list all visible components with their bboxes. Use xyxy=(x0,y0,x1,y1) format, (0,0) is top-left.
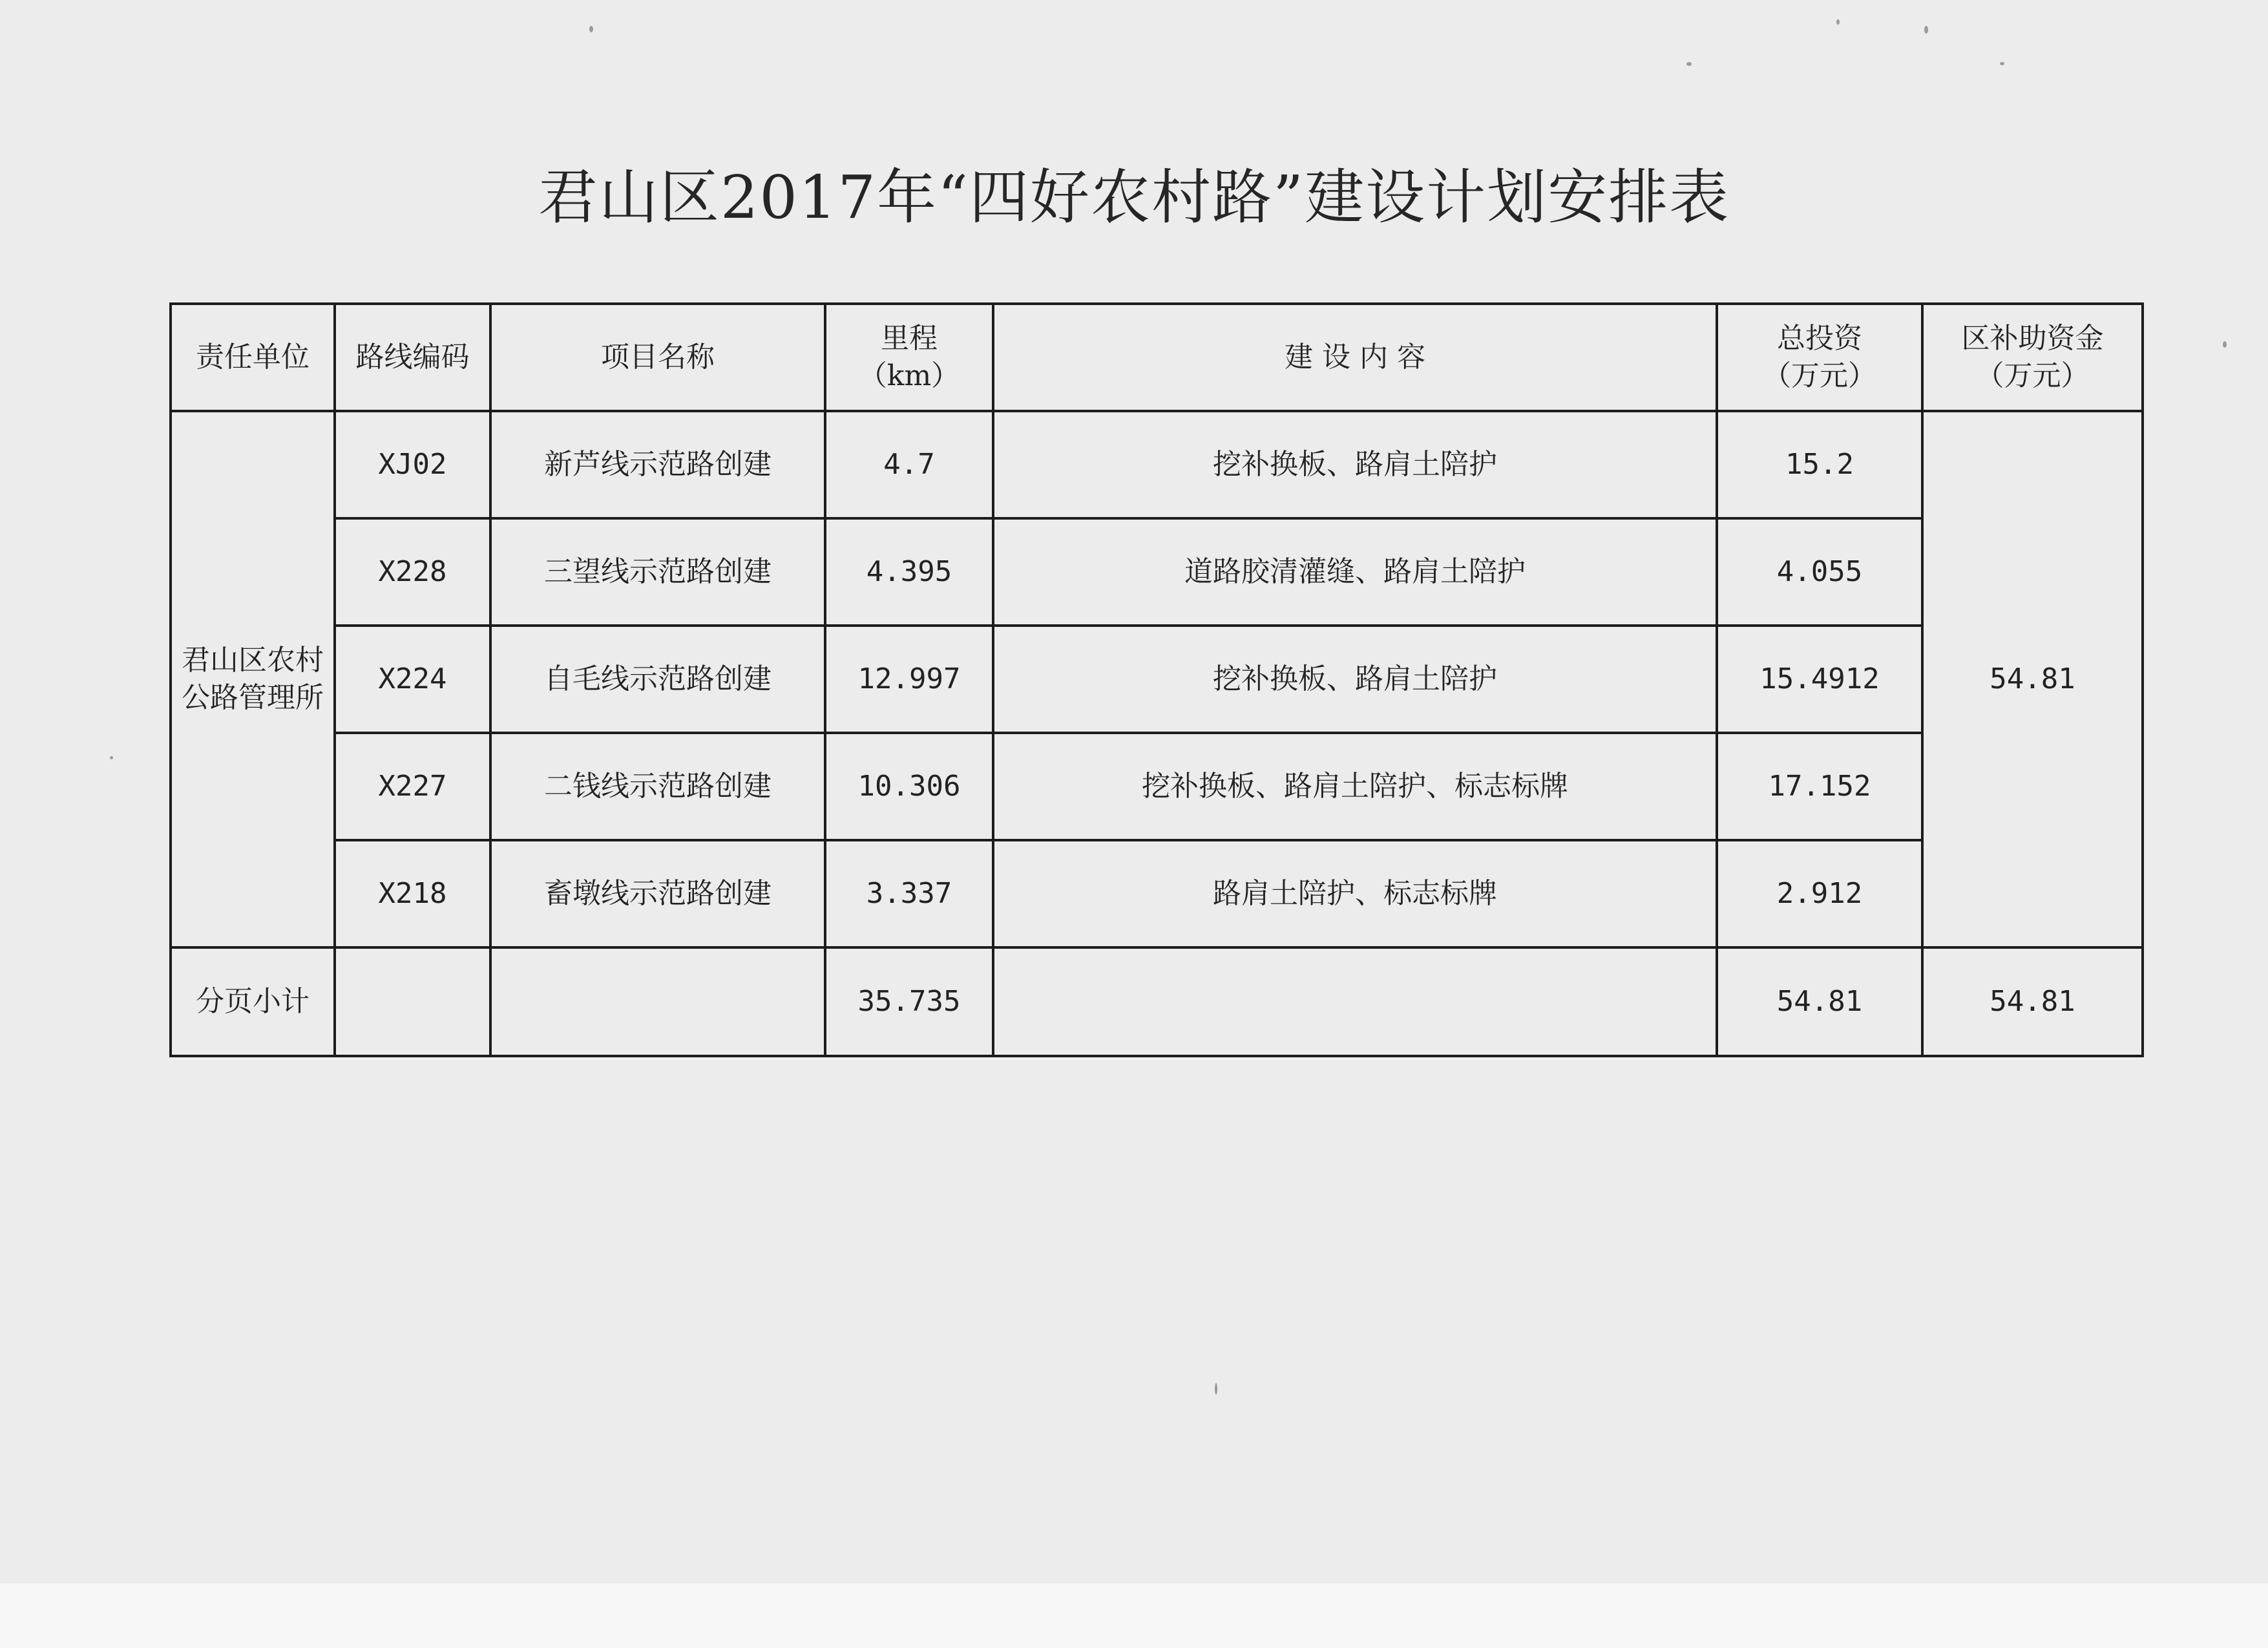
scan-speck xyxy=(2000,62,2004,65)
table-header-row xyxy=(171,304,2143,411)
project-name-cell: 新芦线示范路创建 xyxy=(490,411,825,518)
table-row xyxy=(171,518,2143,626)
route-code-cell: X227 xyxy=(335,733,490,840)
responsible-unit-line1: 君山区农村 xyxy=(182,644,324,677)
scan-speck xyxy=(1215,1383,1217,1395)
scan-speck xyxy=(110,756,113,759)
header-subsidy-unit: （万元） xyxy=(1975,359,2090,392)
scan-speck xyxy=(1836,19,1840,25)
header-subsidy xyxy=(1922,304,2143,411)
subtotal-label: 分页小计 xyxy=(171,947,335,1056)
mileage-cell: 4.7 xyxy=(825,411,993,518)
header-mileage-label: 里程 xyxy=(881,322,938,355)
table-row xyxy=(171,411,2143,518)
scan-speck xyxy=(1686,62,1692,66)
responsible-unit-cell xyxy=(171,411,335,947)
header-mileage-unit: （km） xyxy=(858,359,960,392)
mileage-cell: 12.997 xyxy=(825,626,993,733)
scan-speck xyxy=(589,26,593,32)
document-title: 君山区2017年“四好农村路”建设计划安排表 xyxy=(538,163,1730,232)
scan-speck xyxy=(1924,26,1928,34)
content-cell: 挖补换板、路肩土陪护 xyxy=(993,411,1717,518)
header-route-code: 路线编码 xyxy=(335,304,490,411)
investment-cell: 17.152 xyxy=(1717,733,1922,840)
header-content: 建 设 内 容 xyxy=(993,304,1717,411)
project-name-cell: 三望线示范路创建 xyxy=(490,518,825,626)
table-row xyxy=(171,840,2143,947)
scan-speck xyxy=(2223,341,2227,348)
scan-margin xyxy=(0,1583,2268,1648)
investment-cell: 4.055 xyxy=(1717,518,1922,626)
content-cell: 路肩土陪护、标志标牌 xyxy=(993,840,1717,947)
table-row xyxy=(171,626,2143,733)
mileage-cell: 3.337 xyxy=(825,840,993,947)
investment-cell: 15.2 xyxy=(1717,411,1922,518)
header-project-name: 项目名称 xyxy=(490,304,825,411)
content-cell: 挖补换板、路肩土陪护 xyxy=(993,626,1717,733)
subtotal-mileage: 35.735 xyxy=(825,947,993,1056)
subtotal-subsidy: 54.81 xyxy=(1922,947,2143,1056)
table-row xyxy=(171,733,2143,840)
content-cell: 挖补换板、路肩土陪护、标志标牌 xyxy=(993,733,1717,840)
mileage-cell: 4.395 xyxy=(825,518,993,626)
subtotal-investment: 54.81 xyxy=(1717,947,1922,1056)
subsidy-merged-cell: 54.81 xyxy=(1922,411,2143,947)
project-name-cell: 自毛线示范路创建 xyxy=(490,626,825,733)
header-subsidy-label: 区补助资金 xyxy=(1961,322,2104,355)
route-code-cell: X218 xyxy=(335,840,490,947)
header-mileage xyxy=(825,304,993,411)
investment-cell: 15.4912 xyxy=(1717,626,1922,733)
subtotal-name-cell xyxy=(490,947,825,1056)
header-investment xyxy=(1717,304,1922,411)
investment-cell: 2.912 xyxy=(1717,840,1922,947)
route-code-cell: XJ02 xyxy=(335,411,490,518)
route-code-cell: X224 xyxy=(335,626,490,733)
header-unit: 责任单位 xyxy=(171,304,335,411)
content-cell: 道路胶清灌缝、路肩土陪护 xyxy=(993,518,1717,626)
responsible-unit-line2: 公路管理所 xyxy=(182,681,324,714)
mileage-cell: 10.306 xyxy=(825,733,993,840)
project-name-cell: 二钱线示范路创建 xyxy=(490,733,825,840)
route-code-cell: X228 xyxy=(335,518,490,626)
subtotal-code-cell xyxy=(335,947,490,1056)
header-investment-label: 总投资 xyxy=(1777,322,1862,355)
header-investment-unit: （万元） xyxy=(1763,359,1876,392)
project-name-cell: 畜墩线示范路创建 xyxy=(490,840,825,947)
subtotal-row xyxy=(171,947,2143,1056)
plan-table xyxy=(169,302,2144,1057)
subtotal-content-cell xyxy=(993,947,1717,1056)
